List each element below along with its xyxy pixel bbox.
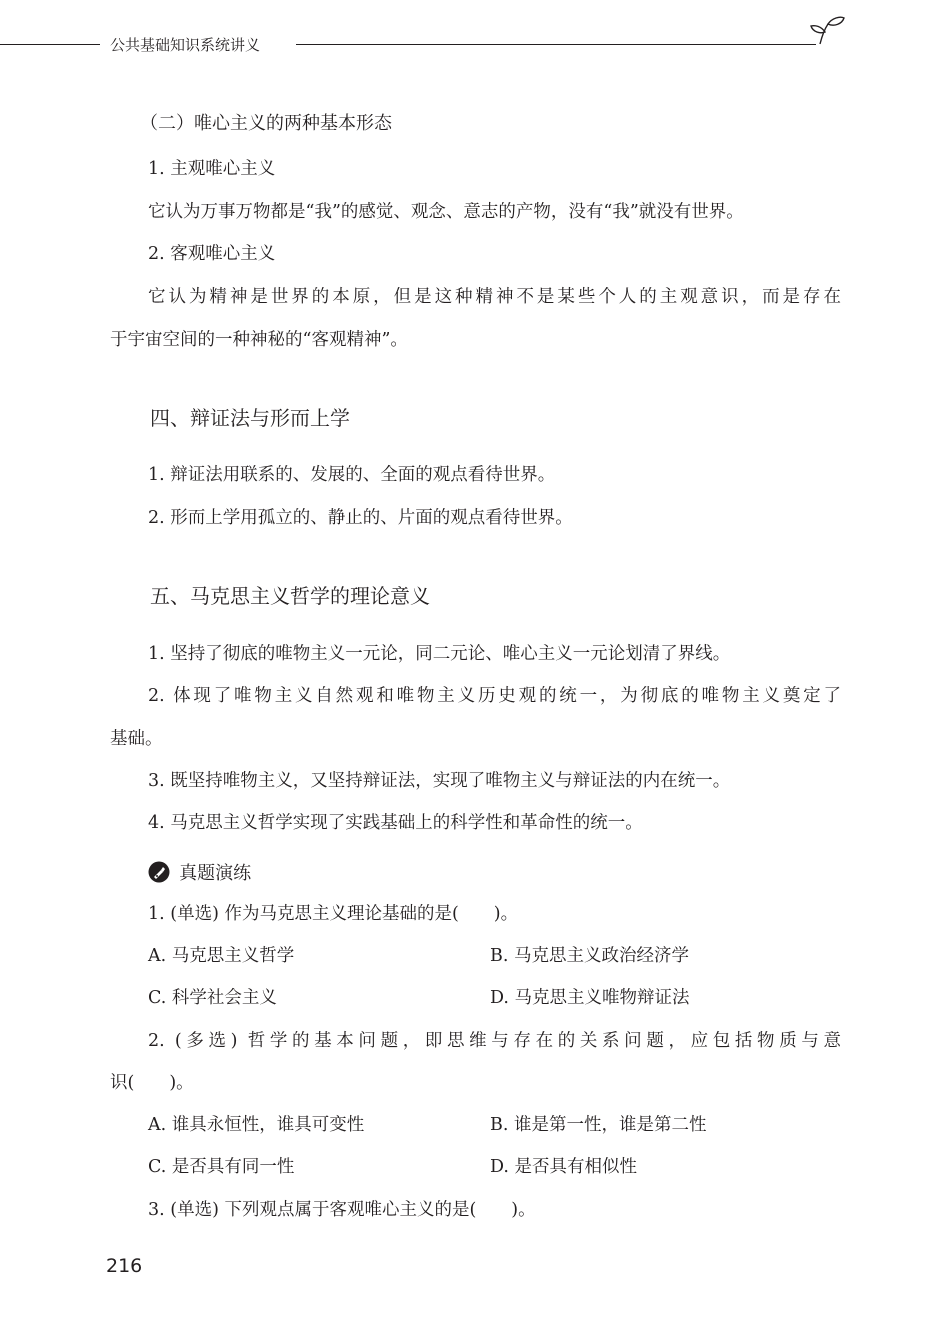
q1-option-b: B. 马克思主义政治经济学 <box>490 946 689 966</box>
section-five-item3: 3. 既坚持唯物主义，又坚持辩证法，实现了唯物主义与辩证法的内在统一。 <box>148 771 731 791</box>
pen-nib-icon <box>148 861 170 883</box>
header-rule-left <box>0 44 100 45</box>
section-four-item1: 1. 辩证法用联系的、发展的、全面的观点看待世界。 <box>148 465 556 485</box>
q1-option-a: A. 马克思主义哲学 <box>148 946 295 966</box>
idealism-item2-title: 2. 客观唯心主义 <box>148 244 276 264</box>
section-five-heading: 五、马克思主义哲学的理论意义 <box>150 584 430 608</box>
idealism-item1-text: 它认为万事万物都是“我”的感觉、观念、意志的产物，没有“我”就没有世界。 <box>148 202 744 222</box>
section-five-item1: 1. 坚持了彻底的唯物主义一元论，同二元论、唯心主义一元论划清了界线。 <box>148 644 731 664</box>
q1-stem: 1. (单选) 作为马克思主义理论基础的是( )。 <box>148 904 519 924</box>
q3-stem: 3. (单选) 下列观点属于客观唯心主义的是( )。 <box>148 1200 536 1220</box>
section-five-item2-line2: 基础。 <box>110 729 163 749</box>
header-rule-right <box>296 44 816 45</box>
page-number: 216 <box>106 1255 143 1277</box>
q1-option-c: C. 科学社会主义 <box>148 988 277 1008</box>
idealism-item1-title: 1. 主观唯心主义 <box>148 159 276 179</box>
sprout-icon <box>808 14 848 48</box>
q2-option-c: C. 是否具有同一性 <box>148 1157 295 1177</box>
section-five-item2-line1: 2. 体现了唯物主义自然观和唯物主义历史观的统一，为彻底的唯物主义奠定了 <box>148 686 841 706</box>
section-five-item4: 4. 马克思主义哲学实现了实践基础上的科学性和革命性的统一。 <box>148 813 643 833</box>
q1-option-d: D. 马克思主义唯物辩证法 <box>490 988 690 1008</box>
idealism-item2-text-line1: 它认为精神是世界的本原，但是这种精神不是某些个人的主观意识，而是存在 <box>148 287 841 307</box>
header-title: 公共基础知识系统讲义 <box>110 36 261 54</box>
idealism-item2-text-line2: 于宇宙空间的一种神秘的“客观精神”。 <box>110 330 408 350</box>
practice-heading-row <box>148 859 251 885</box>
q2-stem-line2: 识( )。 <box>110 1073 194 1093</box>
practice-heading: 真题演练 <box>179 863 252 884</box>
q2-option-a: A. 谁具永恒性，谁具可变性 <box>148 1115 365 1135</box>
q2-option-b: B. 谁是第一性，谁是第二性 <box>490 1115 707 1135</box>
section-four-heading: 四、辩证法与形而上学 <box>150 406 350 430</box>
idealism-heading: （二）唯心主义的两种基本形态 <box>140 113 392 134</box>
q2-stem-line1: 2. (多选) 哲学的基本问题，即思维与存在的关系问题，应包括物质与意 <box>148 1031 841 1051</box>
q2-option-d: D. 是否具有相似性 <box>490 1157 638 1177</box>
section-four-item2: 2. 形而上学用孤立的、静止的、片面的观点看待世界。 <box>148 508 573 528</box>
